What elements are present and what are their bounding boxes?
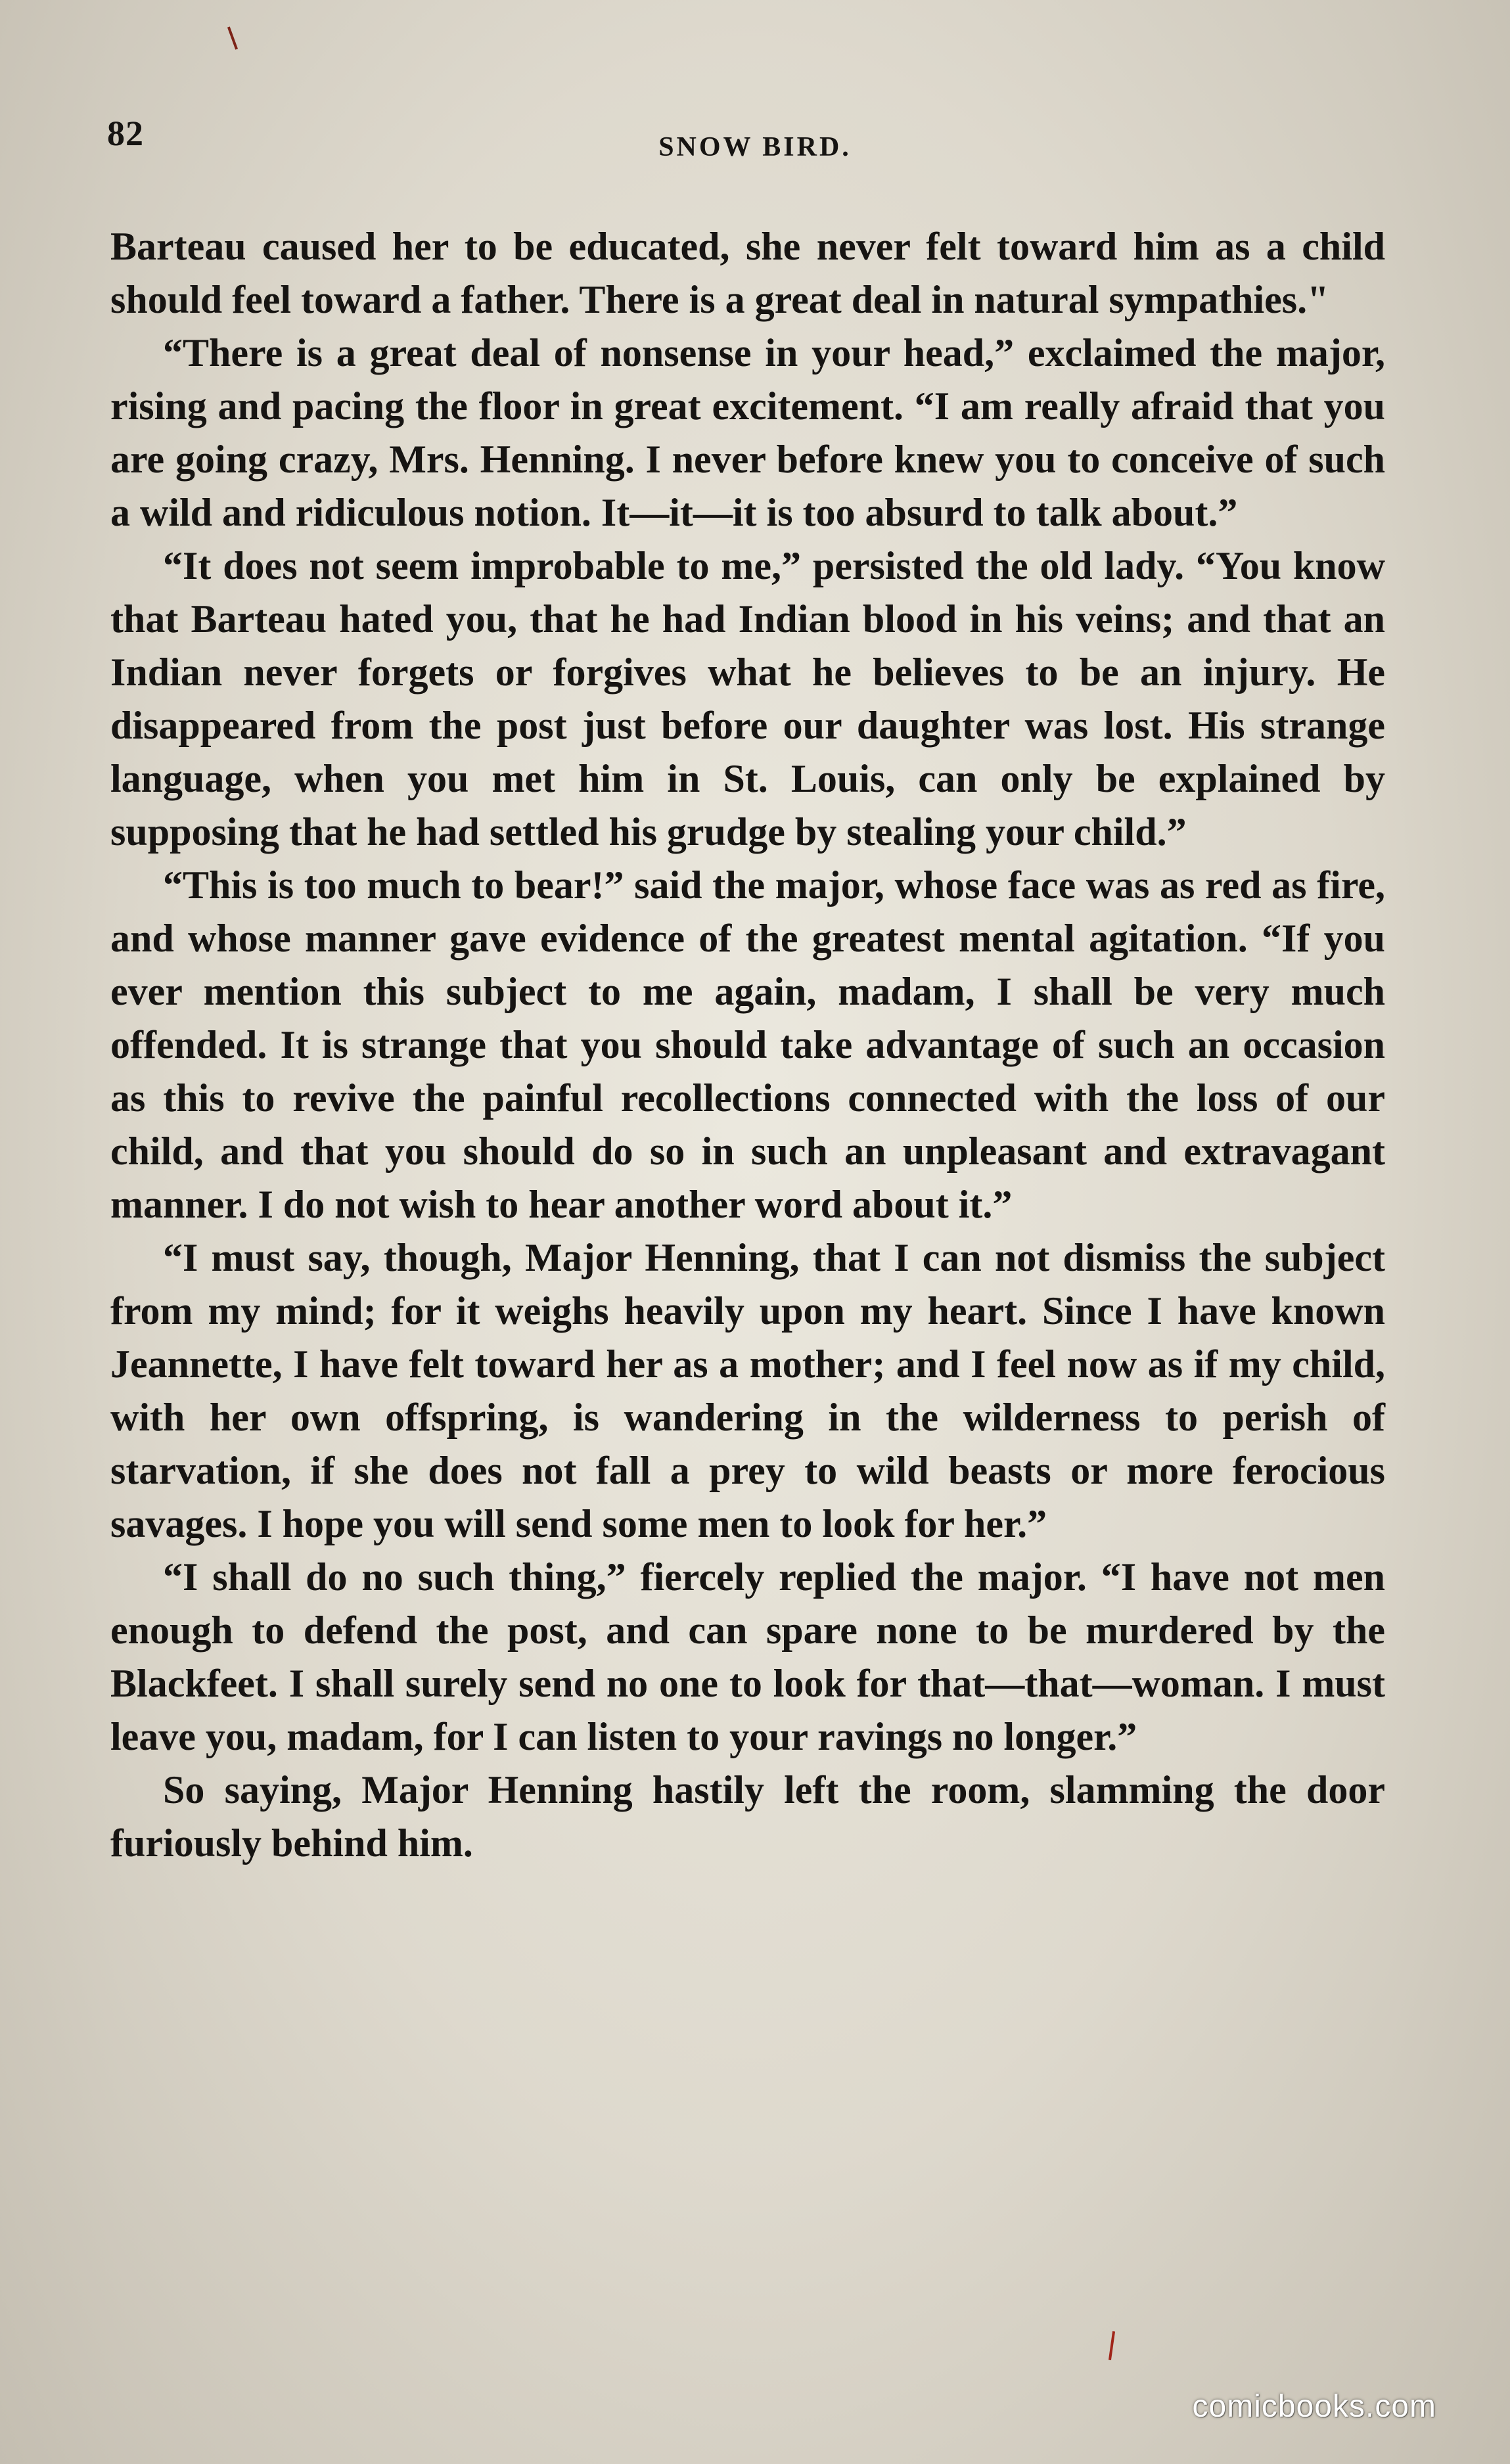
running-title: SNOW BIRD. [658, 132, 852, 162]
paragraph-2: “There is a great deal of nonsense in your head,” exclaimed the major, rising and pacing the floor in great excitement. “I am really afraid that you are going crazy, Mrs. Henning. I never before knew you to conceive of such a wild and ridiculous notion. It—it—it is too absurd to talk about.” [110, 331, 1385, 534]
paragraph-6: “I shall do no such thing,” fiercely replied the major. “I have not men enough to defend the post, and can spare none to be murdered by the Blackfeet. I shall surely send no one to look for that—that—woman. I must leave you, madam, for I can listen to your ravings no longer.” [110, 1555, 1385, 1758]
paragraph-7: So saying, Major Henning hastily left the room, slamming the door furiously behind him. [110, 1768, 1385, 1865]
watermark-label: comicbooks.com [1192, 2389, 1436, 2424]
page-number: 82 [107, 114, 144, 153]
paragraph-1: Barteau caused her to be educated, she never felt toward him as a child should feel toward a father. There is a great deal in natural sympathies." [110, 225, 1385, 321]
paragraph-5: “I must say, though, Major Henning, that I can not dismiss the subject from my mind; for it weighs heavily upon my heart. Since I have known Jeannette, I have felt toward her as a mother; and I feel now as if my child, with her own offspring, is wandering in the wilderness to perish of starvation, if she does not fall a prey to wild beasts or more ferocious savages. I hope you will send some men to look for her.” [110, 1236, 1385, 1545]
paragraph-3: “It does not seem improbable to me,” persisted the old lady. “You know that Barteau hated you, that he had Indian blood in his veins; and that an Indian never forgets or forgives what he believes to be an injury. He disappeared from the post just before our daughter was lost. His strange language, when you met him in St. Louis, can only be explained by supposing that he had settled his grudge by stealing your child.” [110, 544, 1385, 854]
body-text [110, 220, 1385, 1870]
ink-mark-bottom [1109, 2331, 1115, 2360]
ink-mark-top [227, 26, 238, 49]
paragraph-4: “This is too much to bear!” said the major, whose face was as red as fire, and whose manner gave evidence of the greatest mental agitation. “If you ever mention this subject to me again, madam, I shall be very much offended. It is strange that you should take advantage of such an occasion as this to revive the painful recollections connected with the loss of our child, and that you should do so in such an unpleasant and extravagant manner. I do not wish to hear another word about it.” [110, 863, 1385, 1226]
